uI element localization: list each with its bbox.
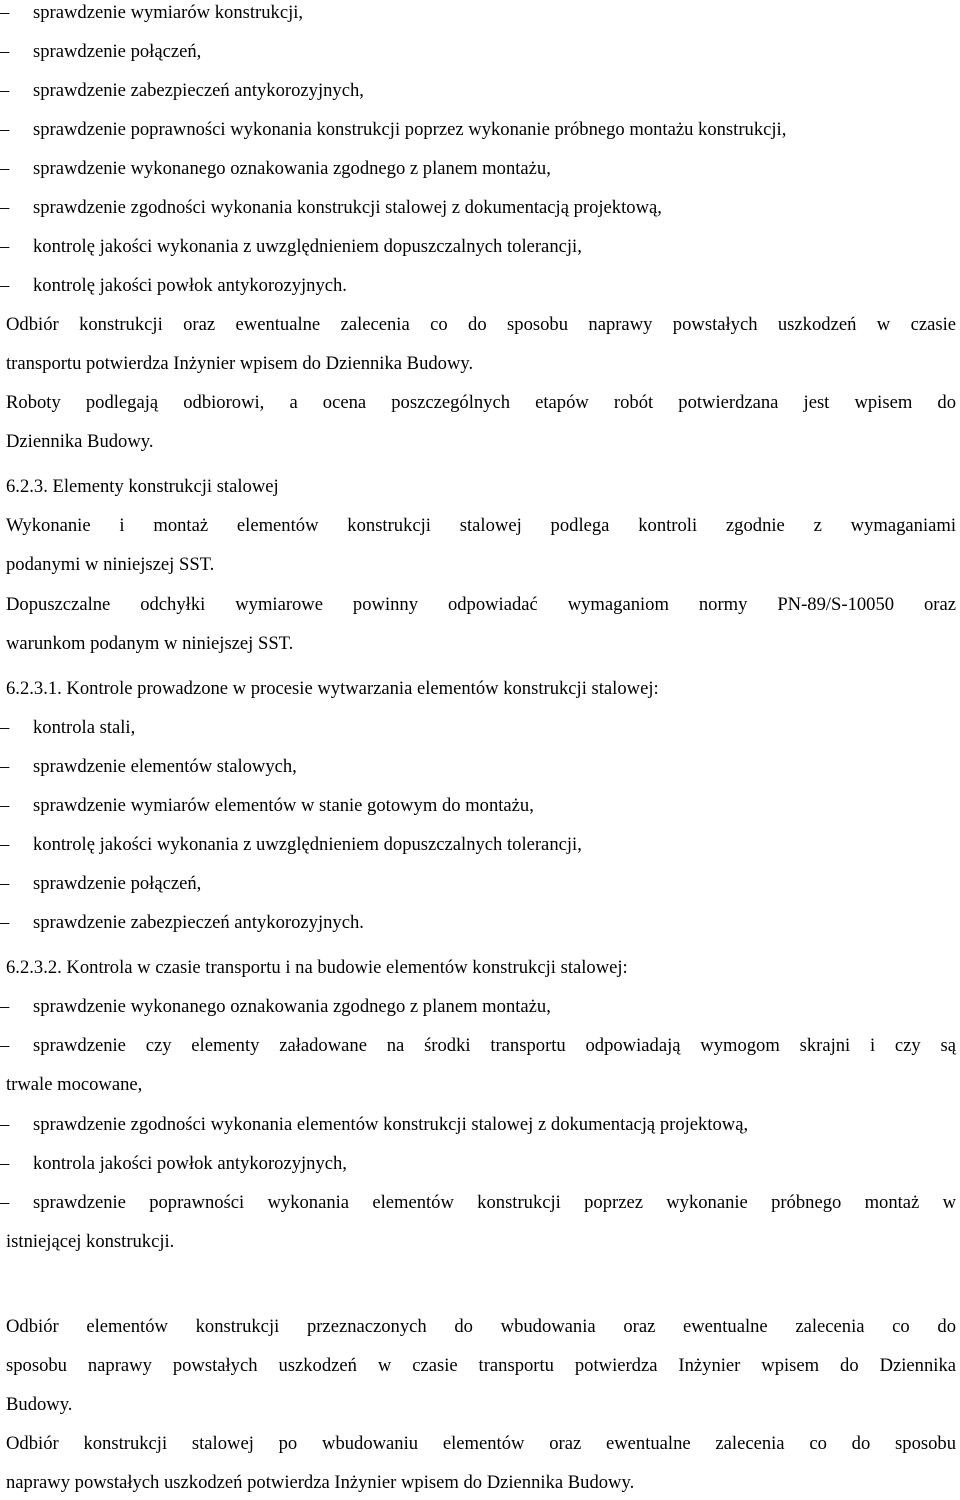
paragraph-line: Dziennika Budowy. [6, 431, 154, 452]
paragraph-line: Budowy. [6, 1394, 73, 1415]
list-dash: – [0, 717, 10, 738]
list-dash: – [0, 912, 10, 933]
paragraph-line: Wykonanie i montaż elementów konstrukcji stalowej podlega kontroli zgodnie z wymaganiami [6, 515, 956, 536]
paragraph-line: transportu potwierdza Inżynier wpisem do Dziennika Budowy. [6, 353, 474, 374]
list-dash: – [0, 756, 10, 777]
list-dash: – [0, 236, 10, 257]
list-dash: – [0, 1192, 10, 1213]
list-dash: – [0, 834, 10, 855]
list-item: sprawdzenie czy elementy załadowane na środki transportu odpowiadają wymogom skrajni i czy są [33, 1035, 956, 1056]
list-item: kontrolę jakości powłok antykorozyjnych. [33, 275, 347, 296]
list-dash: – [0, 1035, 10, 1056]
list-dash: – [0, 2, 10, 23]
list-item: sprawdzenie połączeń, [33, 41, 202, 62]
paragraph-line: Dopuszczalne odchyłki wymiarowe powinny odpowiadać wymaganiom normy PN-89/S-10050 oraz [6, 594, 956, 615]
list-item: sprawdzenie wymiarów konstrukcji, [33, 2, 304, 23]
list-item: sprawdzenie poprawności wykonania elementów konstrukcji poprzez wykonanie próbnego montaż w [33, 1192, 956, 1213]
list-dash: – [0, 41, 10, 62]
list-dash: – [0, 996, 10, 1017]
list-item: kontrola stali, [33, 717, 136, 738]
list-dash: – [0, 1153, 10, 1174]
list-item: sprawdzenie poprawności wykonania konstrukcji poprzez wykonanie próbnego montażu konstrukcji, [33, 119, 787, 140]
list-item: sprawdzenie wykonanego oznakowania zgodnego z planem montażu, [33, 158, 551, 179]
list-item: kontrolę jakości wykonania z uwzględnieniem dopuszczalnych tolerancji, [33, 834, 582, 855]
list-item: sprawdzenie zabezpieczeń antykorozyjnych. [33, 912, 364, 933]
list-item: sprawdzenie połączeń, [33, 873, 202, 894]
list-dash: – [0, 119, 10, 140]
list-item: sprawdzenie wykonanego oznakowania zgodnego z planem montażu, [33, 996, 551, 1017]
list-item: sprawdzenie zgodności wykonania elementów konstrukcji stalowej z dokumentacją projektową, [33, 1114, 749, 1135]
list-item: sprawdzenie zgodności wykonania konstrukcji stalowej z dokumentacją projektową, [33, 197, 662, 218]
paragraph-line: naprawy powstałych uszkodzeń potwierdza Inżynier wpisem do Dziennika Budowy. [6, 1472, 635, 1493]
list-dash: – [0, 873, 10, 894]
list-item: sprawdzenie zabezpieczeń antykorozyjnych, [33, 80, 364, 101]
paragraph-line: podanymi w niniejszej SST. [6, 554, 215, 575]
section-heading: 6.2.3. Elementy konstrukcji stalowej [6, 476, 279, 497]
paragraph-line: sposobu naprawy powstałych uszkodzeń w czasie transportu potwierdza Inżynier wpisem do Dziennika [6, 1355, 956, 1376]
list-dash: – [0, 275, 10, 296]
list-dash: – [0, 795, 10, 816]
subsection-heading: 6.2.3.2. Kontrola w czasie transportu i na budowie elementów konstrukcji stalowej: [6, 957, 628, 978]
list-item: sprawdzenie elementów stalowych, [33, 756, 297, 777]
paragraph-line: Odbiór elementów konstrukcji przeznaczonych do wbudowania oraz ewentualne zalecenia co do [6, 1316, 956, 1337]
paragraph-line: Odbiór konstrukcji stalowej po wbudowaniu elementów oraz ewentualne zalecenia co do sposobu [6, 1433, 956, 1454]
subsection-heading: 6.2.3.1. Kontrole prowadzone w procesie wytwarzania elementów konstrukcji stalowej: [6, 678, 659, 699]
list-dash: – [0, 1114, 10, 1135]
paragraph-line: Roboty podlegają odbiorowi, a ocena poszczególnych etapów robót potwierdzana jest wpisem do [6, 392, 956, 413]
paragraph-line: warunkom podanym w niniejszej SST. [6, 633, 294, 654]
list-item-continuation: istniejącej konstrukcji. [6, 1231, 175, 1252]
list-dash: – [0, 158, 10, 179]
list-dash: – [0, 197, 10, 218]
list-dash: – [0, 80, 10, 101]
list-item-continuation: trwale mocowane, [6, 1074, 143, 1095]
list-item: sprawdzenie wymiarów elementów w stanie gotowym do montażu, [33, 795, 534, 816]
list-item: kontrola jakości powłok antykorozyjnych, [33, 1153, 347, 1174]
list-item: kontrolę jakości wykonania z uwzględnieniem dopuszczalnych tolerancji, [33, 236, 582, 257]
paragraph-line: Odbiór konstrukcji oraz ewentualne zalecenia co do sposobu naprawy powstałych uszkodzeń w czasie [6, 314, 956, 335]
